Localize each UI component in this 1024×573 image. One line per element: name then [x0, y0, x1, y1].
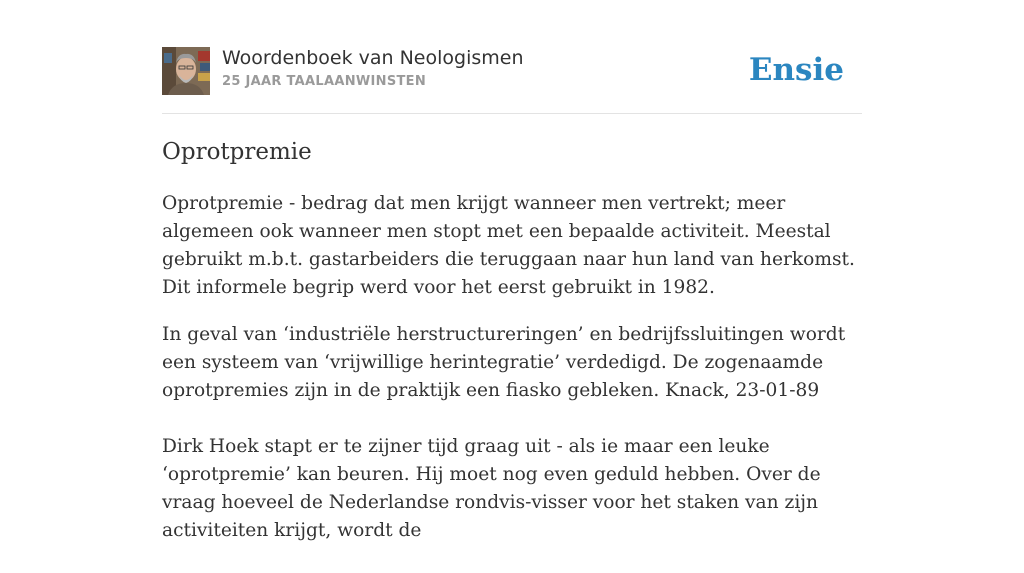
site-header — [162, 46, 862, 96]
site-subtitle: 25 JAAR TAALAANWINSTEN — [222, 74, 427, 89]
entry-definition: Oprotpremie - bedrag dat men krijgt wanneer men vertrekt; meer algemeen ook wanneer men stopt met een bepaalde activiteit. Meestal gebruikt m.b.t. gastarbeiders die teruggaan naar hun land van herkomst. Dit informele begrip werd voor het eerst gebruikt in 1982. — [162, 193, 855, 298]
avatar-photo-icon — [162, 47, 210, 95]
entry-body — [162, 190, 862, 573]
entry-quote: In geval van ‘industriële herstructureringen’ en bedrijfssluitingen wordt een systeem van ‘vrijwillige herintegratie’ verdedigd. De zogenaamde oprotpremies zijn in de praktijk een fiasko gebleken. Knack, 23-01-89 — [162, 324, 846, 401]
header-divider — [162, 113, 862, 114]
author-avatar[interactable] — [162, 47, 210, 95]
entry-quote: Dirk Hoek stapt er te zijner tijd graag uit - als ie maar een leuke ‘oprotpremie’ kan beuren. Hij moet nog even geduld hebben. Over de vraag hoeveel de Nederlandse rondvis-visser voor het staken van zijn activiteiten krijgt, wordt de — [162, 436, 821, 541]
site-title[interactable]: Woordenboek van Neologismen — [222, 47, 524, 69]
ensie-logo-link[interactable]: Ensie — [748, 52, 844, 88]
entry-title: Oprotpremie — [162, 139, 312, 165]
